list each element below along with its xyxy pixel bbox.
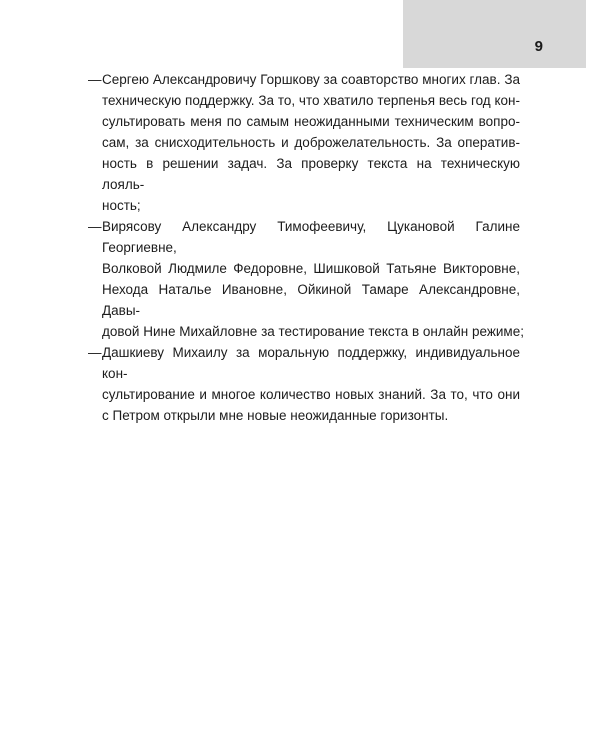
text-line: ность; xyxy=(102,198,141,213)
page-number-tab xyxy=(403,0,586,68)
list-dash: — xyxy=(88,219,102,234)
text-line: Волковой Людмиле Федоровне, Шишковой Татьяне Викторовне, xyxy=(102,261,520,276)
list-item xyxy=(88,69,520,216)
acknowledgements-list xyxy=(88,69,524,426)
text-line: Нехода Наталье Ивановне, Ойкиной Тамаре Александровне, Давы- xyxy=(102,282,520,318)
list-dash: — xyxy=(88,72,102,87)
text-line: Вирясову Александру Тимофеевичу, Цукановой Галине Георгиевне, xyxy=(102,219,520,255)
text-line: сультировать меня по самым неожиданными техническим вопро- xyxy=(102,114,520,129)
text-line: Дашкиеву Михаилу за моральную поддержку, индивидуальное кон- xyxy=(102,345,520,381)
list-item xyxy=(88,342,520,426)
list-dash: — xyxy=(88,345,102,360)
page-number: 9 xyxy=(534,38,543,55)
text-line: ность в решении задач. За проверку текста на техническую лояль- xyxy=(102,156,520,192)
text-line: сам, за снисходительность и доброжелательность. За оператив- xyxy=(102,135,520,150)
list-item xyxy=(88,216,524,342)
text-line: сультирование и многое количество новых знаний. За то, что они xyxy=(102,387,520,402)
text-line: техническую поддержку. За то, что хватило терпенья весь год кон- xyxy=(102,93,520,108)
text-line: довой Нине Михайловне за тестирование текста в онлайн режиме; xyxy=(102,324,524,339)
text-line: Сергею Александровичу Горшкову за соавторство многих глав. За xyxy=(102,72,520,87)
text-line: с Петром открыли мне новые неожиданные горизонты. xyxy=(102,408,449,423)
